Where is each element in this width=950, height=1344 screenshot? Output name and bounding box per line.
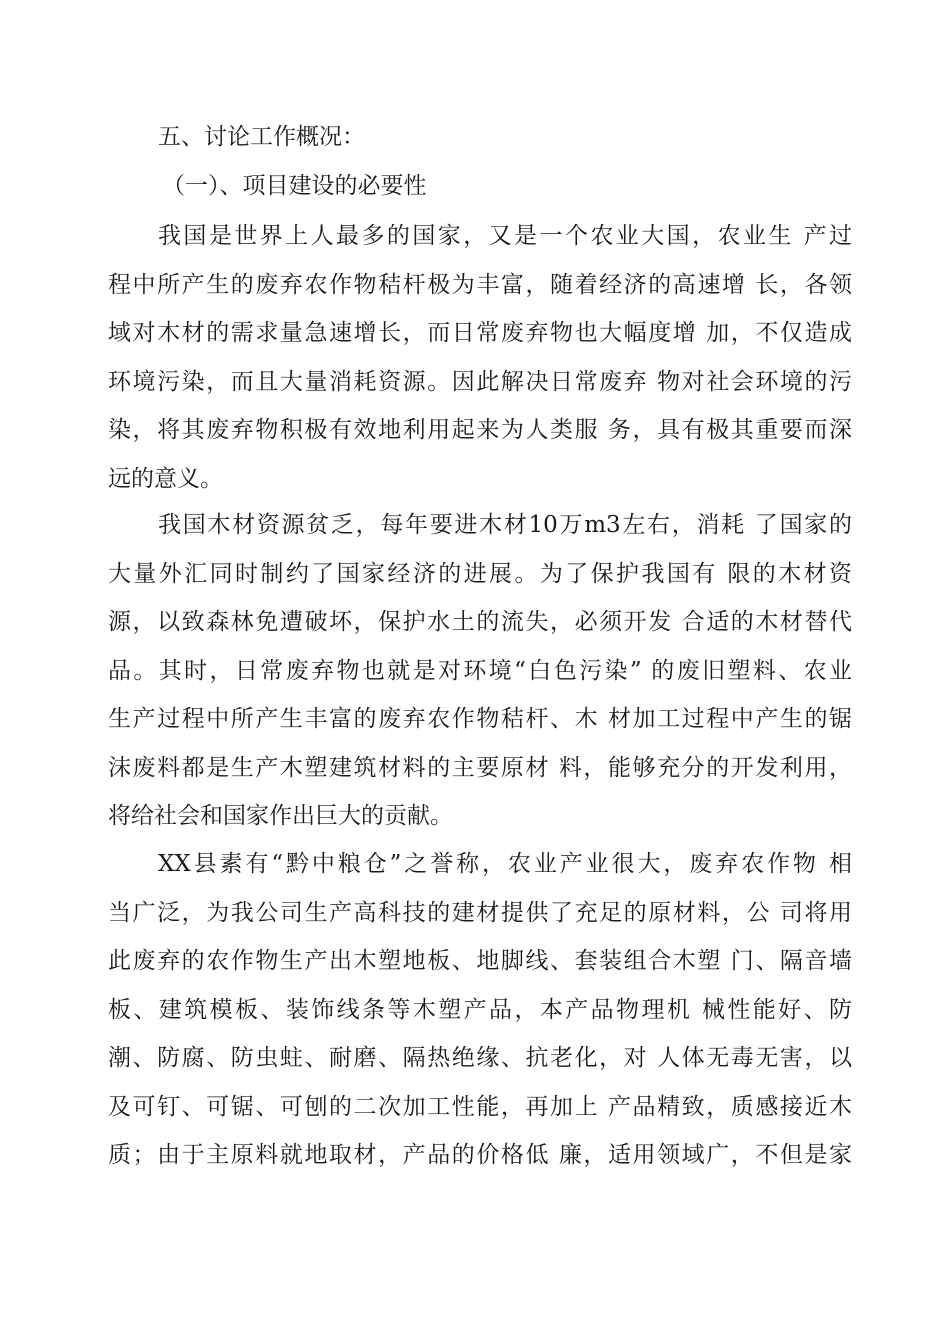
paragraph-line: 生产过程中所产生丰富的废弃农作物秸杆、木 材加工过程中产生的锯 <box>108 706 852 732</box>
subsection-heading: （一）、项目建设的必要性 <box>162 173 427 199</box>
paragraph-line: 大量外汇同时制约了国家经济的进展。为了保护我国有 限的木材资 <box>108 560 852 587</box>
paragraph-line: 我国木材资源贫乏，每年要进木材10万m3左右，消耗 了国家的 <box>158 512 852 538</box>
section-heading: 五、讨论工作概况： <box>158 124 365 150</box>
paragraph-necessity-1 <box>108 212 852 503</box>
paragraph-line: 潮、防腐、防虫蛀、耐磨、隔热绝缘、抗老化，对 人体无毒无害，以 <box>108 1045 852 1071</box>
paragraph-line: 我国是世界上人最多的国家，又是一个农业大国，农业生 产过 <box>158 223 852 249</box>
paragraph-necessity-2 <box>108 501 852 841</box>
paragraph-line: 环境污染，而且大量消耗资源。因此解决日常废弃 物对社会环境的污 <box>108 368 852 395</box>
paragraph-necessity-3 <box>108 840 852 1180</box>
paragraph-line: 此废弃的农作物生产出木塑地板、地脚线、套装组合木塑 门、隔音墙 <box>108 948 852 974</box>
paragraph-line: 质；由于主原料就地取材，产品的价格低 廉，适用领域广，不但是家 <box>108 1142 852 1168</box>
paragraph-line: 当广泛，为我公司生产高科技的建材提供了充足的原材料，公 司将用 <box>108 899 852 926</box>
paragraph-line: XX县素有“黔中粮仓”之誉称，农业产业很大，废弃农作物 相 <box>158 851 852 877</box>
paragraph-line: 域对木材的需求量急速增长，而日常废弃物也大幅度增 加，不仅造成 <box>108 320 852 346</box>
paragraph-line: 源，以致森林免遭破坏，保护水土的流失，必须开发 合适的木材替代 <box>108 609 852 635</box>
paragraph-line: 及可钉、可锯、可刨的二次加工性能，再加上 产品精致，质感接近木 <box>108 1093 852 1120</box>
paragraph-line: 远的意义。 <box>108 465 223 492</box>
paragraph-line: 板、建筑模板、装饰线条等木塑产品，本产品物理机 械性能好、防 <box>108 996 852 1023</box>
paragraph-line: 程中所产生的废弃农作物秸杆极为丰富，随着经济的高速增 长，各领 <box>108 271 852 298</box>
paragraph-line: 染，将其废弃物积极有效地利用起来为人类服 务，具有极其重要而深 <box>108 417 852 443</box>
paragraph-line: 品。其时，日常废弃物也就是对环境“白色污染” 的废旧塑料、农业 <box>108 657 852 684</box>
paragraph-line: 沫废料都是生产木塑建筑材料的主要原材 料，能够充分的开发利用， <box>108 754 852 781</box>
paragraph-line: 将给社会和国家作出巨大的贡献。 <box>108 803 453 829</box>
